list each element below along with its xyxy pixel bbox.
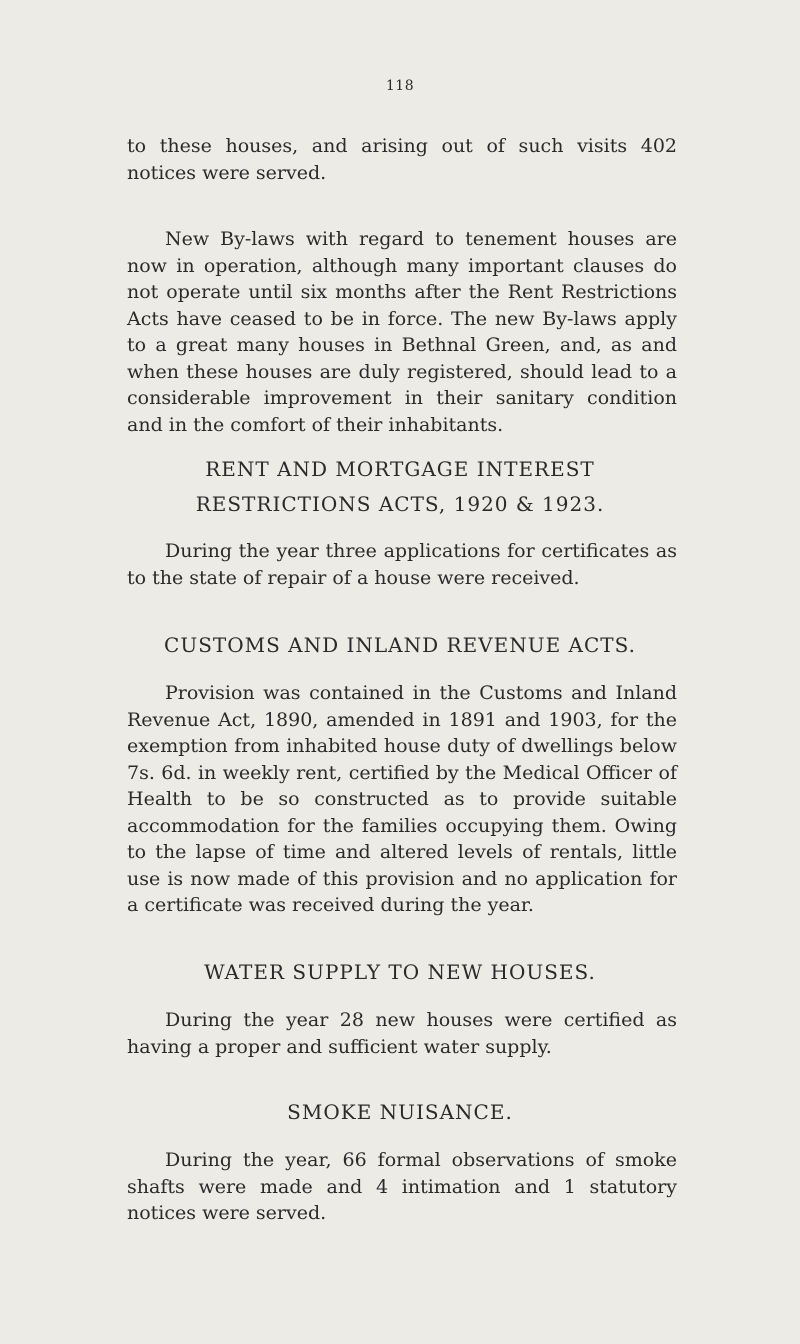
heading-customs-inland-revenue: CUSTOMS AND INLAND REVENUE ACTS. xyxy=(164,633,636,657)
paragraph-notices-served: to these houses, and arising out of such visits 402 notices were served. xyxy=(127,135,677,184)
paragraph-smoke-nuisance: During the year, 66 formal observations of smoke shafts were made and 4 intimation and 1 statutory notices were served. xyxy=(127,1149,677,1224)
heading-smoke-nuisance: SMOKE NUISANCE. xyxy=(287,1100,513,1124)
paragraph-water-supply: During the year 28 new houses were certified as having a proper and sufficient water supply. xyxy=(127,1009,677,1058)
paragraph-repair-certificates: During the year three applications for certificates as to the state of repair of a house were received. xyxy=(127,540,677,589)
paragraph-customs-provision: Provision was contained in the Customs and Inland Revenue Act, 1890, amended in 1891 and 1903, for the exemption from inhabited house duty of dwellings below 7s. 6d. in weekly rent, certified by the Medical Officer of Health to be so constructed as to provide suitable accommodation for the families occupying them. Owing to the lapse of time and altered levels of rentals, little use is now made of this provision and no application for a certificate was received during the year. xyxy=(127,682,677,916)
heading-rent-mortgage-line1: RENT AND MORTGAGE INTEREST xyxy=(205,457,595,481)
heading-rent-mortgage-line2: RESTRICTIONS ACTS, 1920 & 1923. xyxy=(195,492,605,516)
paragraph-new-bylaws: New By-laws with regard to tenement houses are now in operation, although many important clauses do not operate until six months after the Rent Restrictions Acts have ceased to be in force. The new By-laws apply to a great many houses in Bethnal Green, and, as and when these houses are duly registered, should lead to a considerable improvement in their sanitary condition and in the comfort of their inhabitants. xyxy=(127,228,677,436)
page-number: 118 xyxy=(385,78,415,94)
heading-water-supply: WATER SUPPLY TO NEW HOUSES. xyxy=(204,960,596,984)
heading-rent-mortgage xyxy=(100,452,700,522)
